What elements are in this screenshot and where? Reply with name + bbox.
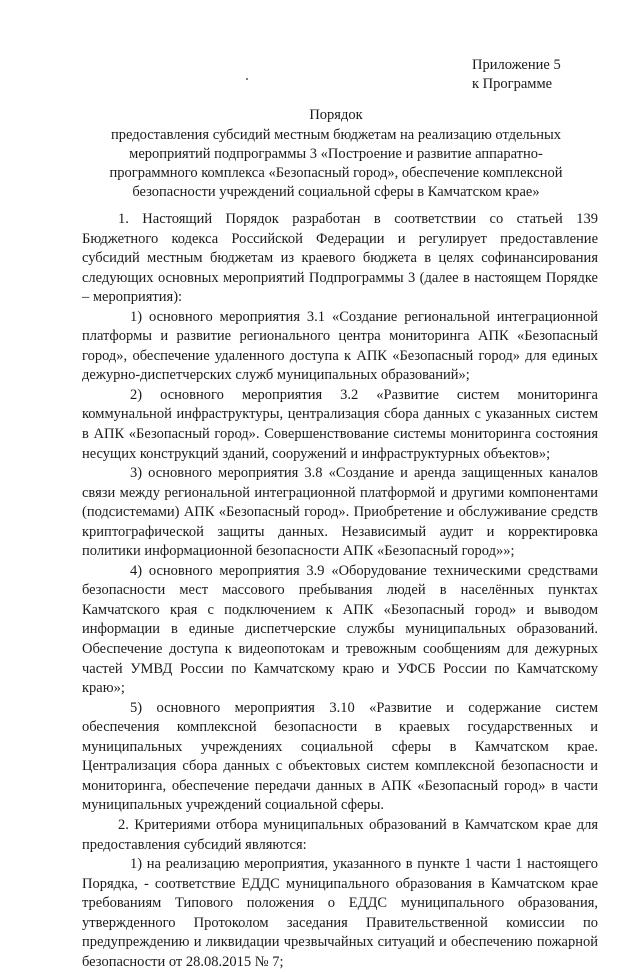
paragraph-1-item-4: 4) основного мероприятия 3.9 «Оборудование техническими средствами безопасности мест массового пребывания людей в населённых пунктах Камчатского края с подключением к АПК «Безопасный город» и выводом информации в единые диспетчерские службы муниципальных образований. Обеспечение доступа к видеопотокам и тревожным сообщениям для дежурных частей УМВД России по Камчатскому краю и УФСБ России по Камчатскому краю»;	[82, 562, 598, 697]
paragraph-2: 2. Критериями отбора муниципальных образований в Камчатском крае для предоставления субсидий являются:	[82, 816, 598, 853]
annex-line-1: Приложение 5	[472, 57, 561, 73]
document-title	[86, 106, 586, 202]
annex-line-2: к Программе	[472, 76, 553, 92]
paragraph-1: 1. Настоящий Порядок разработан в соответствии со статьей 139 Бюджетного кодекса Российской Федерации и регулирует предоставление субсидий местным бюджетам из краевого бюджета в целях софинансирования следующих основных мероприятий Подпрограммы 3 (далее в настоящем Порядке – мероприятия):	[82, 211, 598, 306]
title-subtitle: предоставления субсидий местным бюджетам на реализацию отдельных мероприятий подпрограммы 3 «Построение и развитие аппаратно-программного комплекса «Безопасный город», обеспечение комплексной безопасности учреждений социальной сферы в Камчатском крае»	[109, 127, 563, 200]
scan-speck	[246, 78, 248, 80]
paragraph-1-item-5: 5) основного мероприятия 3.10 «Развитие и содержание систем обеспечения комплексной безопасности в краевых государственных и муниципальных учреждениях социальной сферы в Камчатском крае. Централизация сбора данных с объектовых систем комплексной безопасности и мониторинга, обеспечение передачи данных в АПК «Безопасный город» в части муниципальных учреждений социальной сферы.	[82, 699, 598, 814]
document-body	[82, 210, 598, 972]
paragraph-1-item-1: 1) основного мероприятия 3.1 «Создание региональной интеграционной платформы и развитие регионального центра мониторинга АПК «Безопасный город», обеспечение удаленного доступа к АПК «Безопасный город» для единых дежурно-диспетчерских служб муниципальных образований»;	[82, 308, 598, 384]
paragraph-1-item-3: 3) основного мероприятия 3.8 «Создание и аренда защищенных каналов связи между региональной интеграционной платформой и другими компонентами (подсистемами) АПК «Безопасный город». Приобретение и обслуживание средств криптографической защиты данных. Независимый аудит и корректировка политики информационной безопасности АПК «Безопасный город»»;	[82, 465, 598, 560]
annex-label	[472, 56, 561, 94]
paragraph-1-item-2: 2) основного мероприятия 3.2 «Развитие систем мониторинга коммунальной инфраструктуры, централизация сбора данных с указанных систем в АПК «Безопасный город». Совершенствование системы мониторинга состояния несущих конструкций зданий, сооружений и инфраструктурных объектов»;	[82, 386, 598, 462]
title-heading: Порядок	[309, 107, 363, 123]
paragraph-2-item-1: 1) на реализацию мероприятия, указанного в пункте 1 части 1 настоящего Порядка, - соответствие ЕДДС муниципального образования в Камчатском крае требованиям Типового положения о ЕДДС муниципального образования, утвержденного Протоколом заседания Правительственной комиссии по предупреждению и ликвидации чрезвычайных ситуаций и обеспечению пожарной безопасности от 28.08.2015 № 7;	[82, 856, 598, 970]
